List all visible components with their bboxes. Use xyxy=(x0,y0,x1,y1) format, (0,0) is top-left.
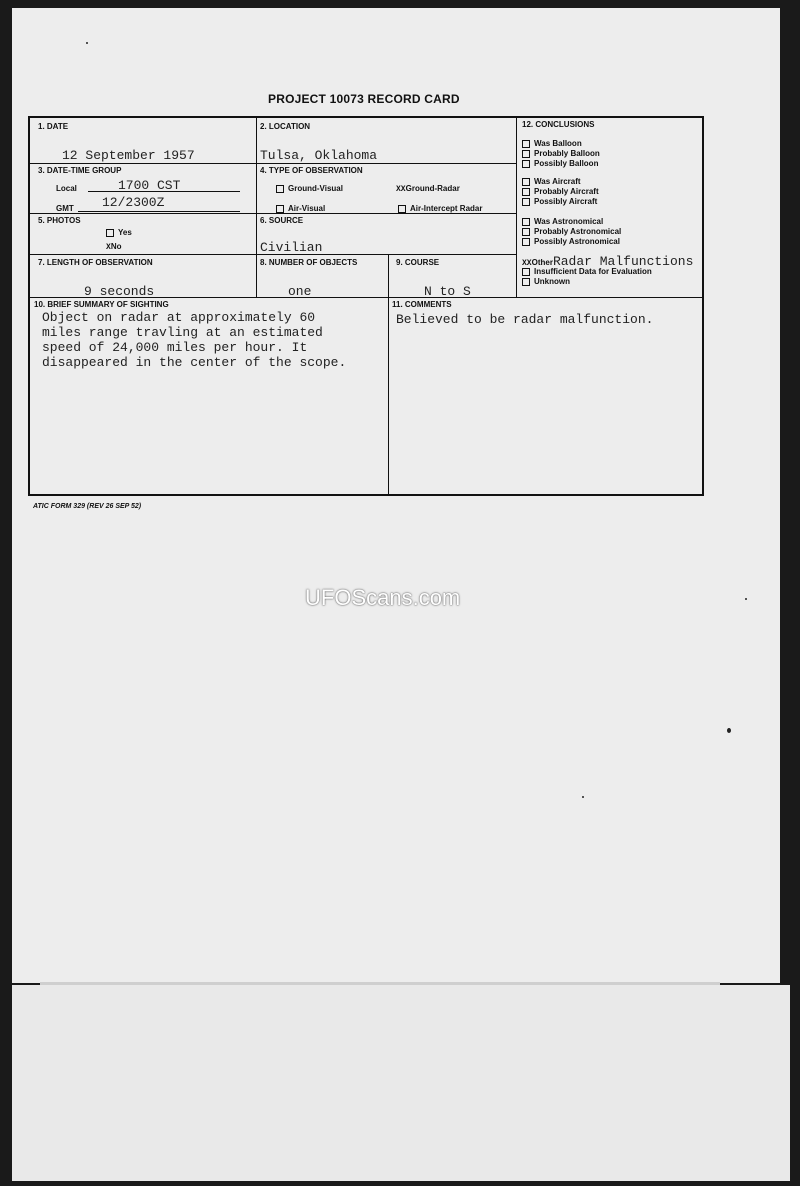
conclusion-item: Probably Aircraft xyxy=(522,187,599,196)
objects-value: one xyxy=(288,284,312,299)
source-label: 6. SOURCE xyxy=(260,216,304,225)
summary-line: disappeared in the center of the scope. xyxy=(42,355,347,370)
form-number: ATIC FORM 329 (REV 26 SEP 52) xyxy=(33,503,142,510)
check-mark: XX xyxy=(522,259,532,268)
watermark: UFOScans.com xyxy=(305,585,461,610)
photos-yes-option: Yes xyxy=(106,228,132,237)
observation-type-label: 4. TYPE OF OBSERVATION xyxy=(260,166,363,175)
card-title: PROJECT 10073 RECORD CARD xyxy=(268,92,460,106)
divider-v4 xyxy=(388,297,389,494)
record-card xyxy=(28,116,704,496)
summary-line: Object on radar at approximately 60 xyxy=(42,310,316,325)
summary-text xyxy=(42,310,346,370)
conclusions-label: 12. CONCLUSIONS xyxy=(522,120,595,129)
checkbox-icon xyxy=(398,205,406,213)
checkbox-icon xyxy=(276,205,284,213)
speck xyxy=(582,796,584,798)
conclusion-item: Possibly Astronomical xyxy=(522,237,620,246)
comments-label: 11. COMMENTS xyxy=(392,300,452,309)
checkbox-icon xyxy=(276,185,284,193)
divider-v2 xyxy=(516,118,517,298)
conclusion-item: Was Aircraft xyxy=(522,177,581,186)
date-label: 1. DATE xyxy=(38,122,69,131)
location-value: Tulsa, Oklahoma xyxy=(260,148,378,163)
gmt-value: 12/2300Z xyxy=(102,195,165,210)
conclusion-item: Probably Balloon xyxy=(522,149,600,158)
ground-visual-option: Ground-Visual xyxy=(276,184,343,193)
gmt-underline xyxy=(78,211,240,212)
lower-page xyxy=(12,985,790,1181)
photos-label: 5. PHOTOS xyxy=(38,216,81,225)
divider-v3 xyxy=(388,254,389,298)
conclusion-insufficient: Insufficient Data for Evaluation xyxy=(522,267,652,276)
local-label: Local xyxy=(56,184,77,193)
local-value: 1700 CST xyxy=(118,178,181,193)
checkbox-icon xyxy=(106,229,114,237)
summary-label: 10. BRIEF SUMMARY OF SIGHTING xyxy=(34,300,169,309)
photos-no-option: XNo xyxy=(106,242,122,252)
speck xyxy=(727,728,731,733)
conclusion-other: XXOtherRadar Malfunctions xyxy=(522,254,694,269)
datetime-label: 3. DATE-TIME GROUP xyxy=(38,166,122,175)
course-value: N to S xyxy=(424,284,471,299)
date-value: 12 September 1957 xyxy=(62,148,195,163)
source-value: Civilian xyxy=(260,240,323,255)
summary-line: miles range travling at an estimated xyxy=(42,325,323,340)
summary-line: speed of 24,000 miles per hour. It xyxy=(42,340,308,355)
air-visual-option: Air-Visual xyxy=(276,204,325,213)
conclusion-item: Possibly Balloon xyxy=(522,159,598,168)
speck xyxy=(86,42,88,44)
air-intercept-radar-option: Air-Intercept Radar xyxy=(398,204,482,213)
conclusion-unknown: Unknown xyxy=(522,277,570,286)
gmt-label: GMT xyxy=(56,204,74,213)
divider-h2 xyxy=(30,213,516,214)
conclusion-item: Was Balloon xyxy=(522,139,582,148)
ground-radar-option: XXGround-Radar xyxy=(396,184,460,194)
check-mark: X xyxy=(106,243,111,252)
other-value: Radar Malfunctions xyxy=(552,254,694,269)
conclusion-item: Was Astronomical xyxy=(522,217,603,226)
comments-value: Believed to be radar malfunction. xyxy=(396,312,654,327)
course-label: 9. COURSE xyxy=(396,258,440,267)
length-label: 7. LENGTH OF OBSERVATION xyxy=(38,258,153,267)
divider-h1 xyxy=(30,163,516,164)
check-mark: XX xyxy=(396,185,406,194)
length-value: 9 seconds xyxy=(84,284,155,299)
location-label: 2. LOCATION xyxy=(260,122,311,131)
conclusion-item: Possibly Aircraft xyxy=(522,197,597,206)
divider-v1 xyxy=(256,118,257,298)
objects-label: 8. NUMBER OF OBJECTS xyxy=(260,258,358,267)
conclusion-item: Probably Astronomical xyxy=(522,227,621,236)
speck xyxy=(745,598,747,600)
